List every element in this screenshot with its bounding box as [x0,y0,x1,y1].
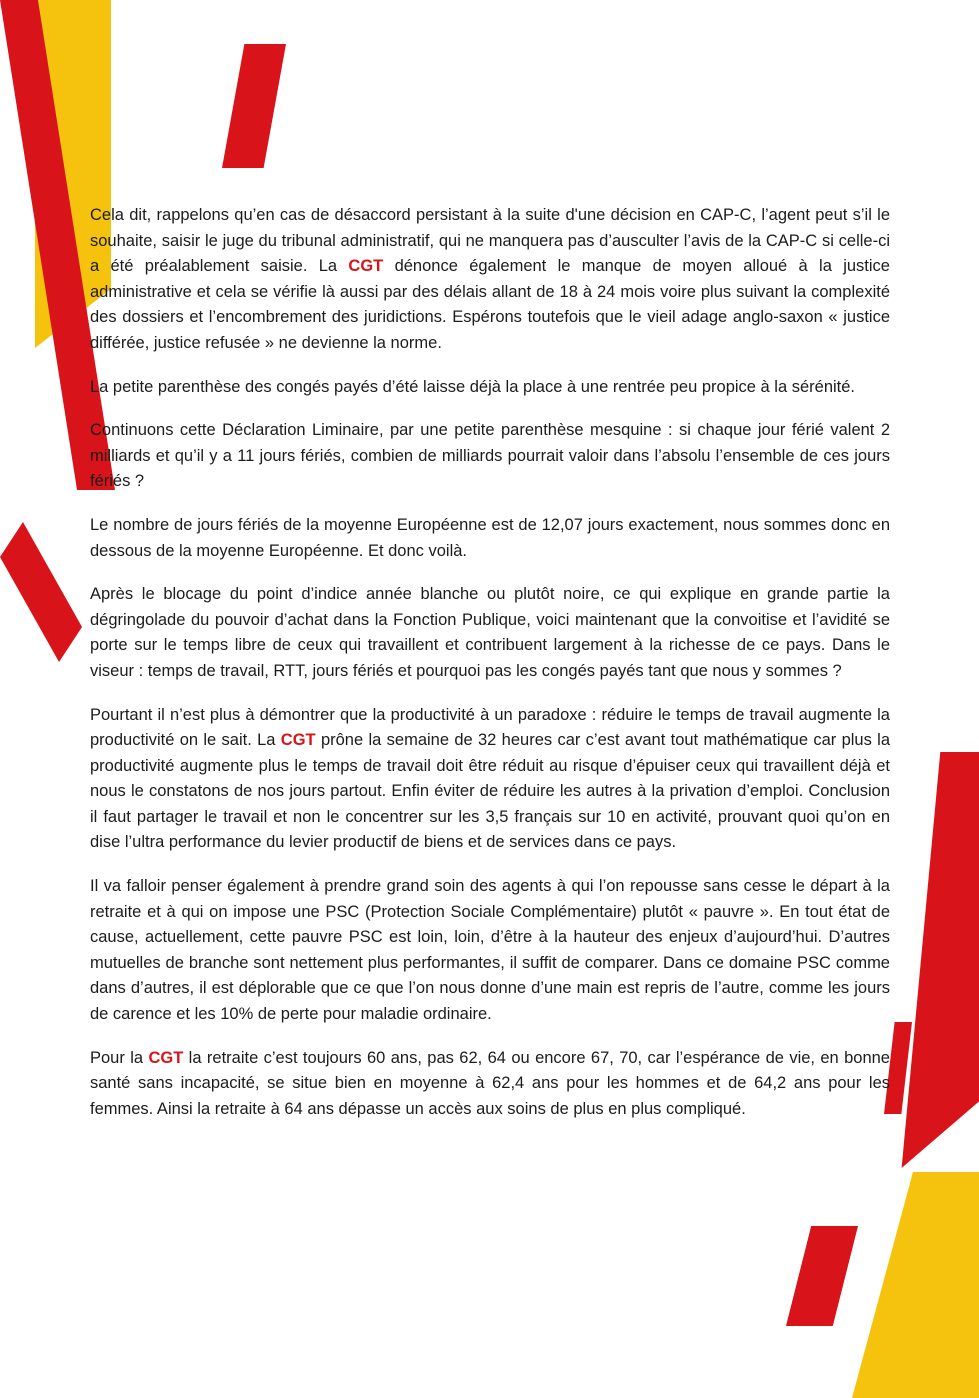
text-run: La petite parenthèse des congés payés d’été laisse déjà la place à une rentrée peu propice à la sérénité. [90,377,856,396]
paragraph [90,582,890,684]
text-run: Il va falloir penser également à prendre grand soin des agents à qui l’on repousse sans cesse le départ à la retraite et à qui on impose une PSC (Protection Sociale Complémentaire) plutôt « pauvre ». En tout état de cause, actuellement, cette pauvre PSC est loin, loin, d’être à la hauteur des enjeux d’aujourd’hui. D’autres mutuelles de branche sont nettement plus performantes, il suffit de comparer. Dans ce domaine PSC comme dans d’autres, il est déplorable que ce que l’on nous donne d’une main est repris de l’autre, comme les jours de carence et les 10% de perte pour maladie ordinaire. [90,877,890,1024]
text-run: la retraite c’est toujours 60 ans, pas 62, 64 ou encore 67, 70, car l’espérance de vie, en bonne santé sans incapacité, se situe bien en moyenne à 62,4 ans pour les hommes et de 64,2 ans pour les femmes. Ainsi la retraite à 64 ans dépasse un accès aux soins de plus en plus compliqué. [90,1048,890,1118]
text-run: dénonce également le manque de moyen alloué à la justice administrative et cela se vérifie là aussi par des délais allant de 18 à 24 mois voire plus suivant la complexité des dossiers et l’encombrement des juridictions. Espérons toutefois que le vieil adage anglo-saxon « justice différée, justice refusée » ne devienne la norme. [90,257,890,352]
text-run: prône la semaine de 32 heures car c’est avant tout mathématique car plus la productivité augmente plus le temps de travail doit être réduit au risque d’épuiser ceux qui travaillent déjà et nous le constatons de nos jours partout. Enfin éviter de réduire les autres à la privation d’emploi. Conclusion il faut partager le travail et non le concentrer sur les 3,5 français sur 10 en activité, prouvant quoi qu’on en dise l’ultra performance du levier productif de biens et de services dans ce pays. [90,731,891,852]
brand-text: CGT [148,1048,184,1067]
paragraph [90,1046,890,1123]
deco-red-parallelogram-mid-left [0,522,82,662]
paragraph [90,375,890,401]
text-run: Pourtant il n’est plus à démontrer que la productivité à un paradoxe : réduire le temps de travail augmente la productivité on le sait. La [90,705,890,750]
text-run: Cela dit, rappelons qu’en cas de désaccord persistant à la suite d'une décision en CAP-C, l’agent peut s’il le souhaite, saisir le juge du tribunal administratif, qui ne manquera pas d’ausculter l’avis de la CAP-C si celle-ci a été préalablement saisie. La [90,206,890,276]
deco-red-parallelogram-bottom-right [786,1226,858,1326]
paragraph [90,874,890,1028]
text-run: Le nombre de jours fériés de la moyenne Européenne est de 12,07 jours exactement, nous sommes donc en dessous de la moyenne Européenne. Et donc voilà. [90,515,890,560]
brand-text: CGT [280,731,316,750]
paragraph [90,703,890,857]
deco-yellow-band-bottom-right [852,1172,979,1398]
text-run: Après le blocage du point d’indice année blanche ou plutôt noire, ce qui explique en grande partie la dégringolade du pouvoir d’achat dans la Fonction Publique, voici maintenant que la convoitise et l’avidité se porte sur le temps libre de ceux qui travaillent et contribuent largement à la richesse de ce pays. Dans le viseur : temps de travail, RTT, jours fériés et pourquoi pas les congés payés tant que nous y sommes ? [90,585,890,680]
text-run: Continuons cette Déclaration Liminaire, par une petite parenthèse mesquine : si chaque jour férié valent 2 milliards et qu’il y a 11 jours fériés, combien de milliards pourrait valoir dans l’absolu l’ensemble de ces jours fériés ? [90,421,890,491]
paragraph [90,513,890,564]
deco-red-parallelogram-top [222,44,286,168]
text-body [90,203,890,1140]
paragraph [90,203,890,357]
brand-text: CGT [348,257,384,276]
paragraph [90,418,890,495]
deco-red-band-right [893,752,979,1168]
text-run: Pour la [90,1048,149,1067]
